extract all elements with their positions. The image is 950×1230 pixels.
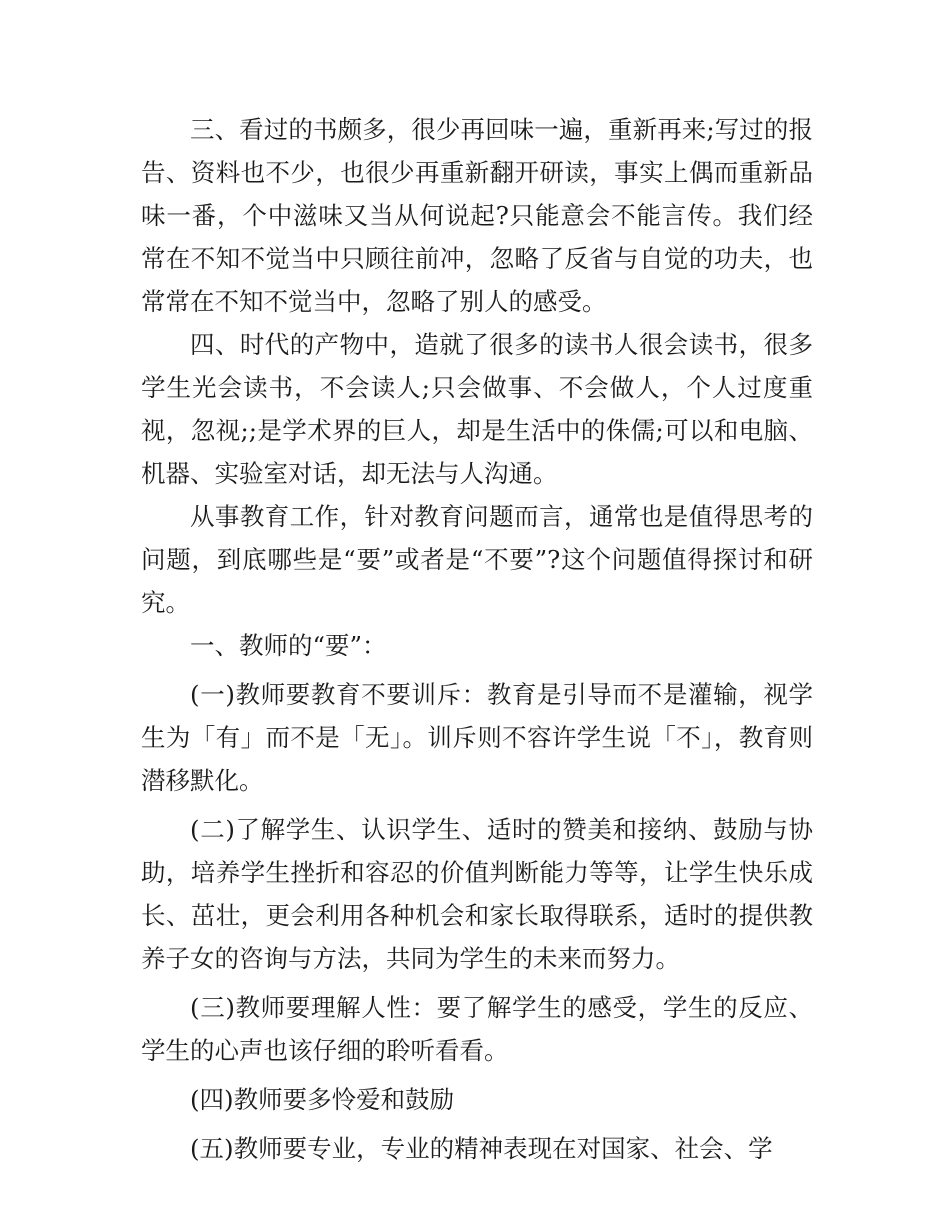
list-item-4: (四)教师要多怜爱和鼓励 [190, 1085, 455, 1114]
list-item-3: (三)教师要理解人性：要了解学生的感受，学生的反应、学生的心声也该仔细的聆听看看。 [141, 993, 813, 1065]
section-heading-teacher-dos: 一、教师的“要”： [190, 631, 387, 660]
paragraph-point-four: 四、时代的产物中，造就了很多的读书人很会读书，很多学生光会读书，不会读人;只会做事、不会做人，个人过度重视，忽视;;是学术界的巨人，却是生活中的侏儒;可以和电脑、机器、实验室对话，却无法与人沟通。 [141, 330, 813, 488]
paragraph-education-question: 从事教育工作，针对教育问题而言，通常也是值得思考的问题，到底哪些是“要”或者是“不要”?这个问题值得探讨和研究。 [141, 502, 813, 617]
document-body [141, 108, 813, 1170]
list-item-2: (二)了解学生、认识学生、适时的赞美和接纳、鼓励与协助，培养学生挫折和容忍的价值判断能力等等，让学生快乐成长、茁壮，更会利用各种机会和家长取得联系，适时的提供教养子女的咨询与方法，共同为学生的未来而努力。 [141, 815, 813, 973]
paragraph-point-three: 三、看过的书颇多，很少再回味一遍，重新再来;写过的报告、资料也不少，也很少再重新翻开研读，事实上偶而重新品味一番，个中滋味又当从何说起?只能意会不能言传。我们经常在不知不觉当中只顾往前冲，忽略了反省与自觉的功夫，也常常在不知不觉当中，忽略了别人的感受。 [141, 115, 813, 316]
list-item-5: (五)教师要专业，专业的精神表现在对国家、社会、学 [190, 1134, 773, 1163]
list-item-1: (一)教师要教育不要训斥：教育是引导而不是灌输，视学生为「有」而不是「无」。训斥则不容许学生说「不」，教育则潜移默化。 [141, 680, 813, 795]
